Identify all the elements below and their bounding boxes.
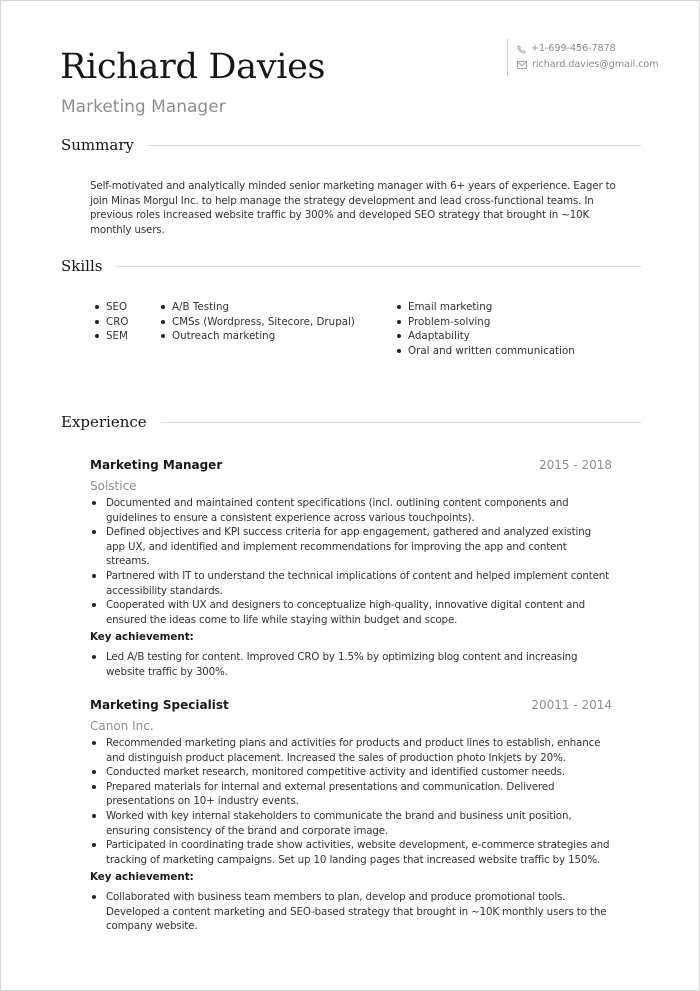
skill-item: Oral and written communication bbox=[395, 344, 575, 359]
responsibility-item: Defined objectives and KPI success criteria for app engagement, gathered and analyzed existing app UX, and identified and implement recommendations for improving the app and content streams. bbox=[90, 525, 612, 569]
contact-email[interactable] bbox=[517, 57, 667, 73]
responsibility-item: Cooperated with UX and designers to conceptualize high-quality, innovative digital content and ensured the ideas come to life while staying within budget and scope. bbox=[90, 598, 612, 627]
skills-list-2 bbox=[159, 300, 355, 344]
job-header bbox=[90, 455, 612, 475]
responsibility-item: Documented and maintained content specifications (incl. outlining content components and guidelines to ensure a consistent experience across various touchpoints). bbox=[90, 496, 612, 525]
achievement-list bbox=[90, 650, 612, 679]
responsibility-item: Partnered with IT to understand the technical implications of content and helped implement content accessibility standards. bbox=[90, 569, 612, 598]
skill-item: Outreach marketing bbox=[159, 329, 355, 344]
contact-block bbox=[507, 39, 667, 76]
achievement-item: Collaborated with business team members to plan, develop and produce promotional tools. Developed a content marketing and SEO-based strategy that brought in ~10K monthly users to the company website. bbox=[90, 890, 612, 934]
skill-item: A/B Testing bbox=[159, 300, 355, 315]
job-title: Marketing Specialist bbox=[90, 698, 229, 712]
responsibility-item: Recommended marketing plans and activities for products and product lines to establish, enhance and distinguish product placement. Increased the sales of production photo Inkjets by 20%. bbox=[90, 736, 612, 765]
phone-icon bbox=[517, 45, 526, 54]
skills-list-1 bbox=[93, 300, 128, 344]
skill-item: Adaptability bbox=[395, 329, 575, 344]
key-achievement-label: Key achievement: bbox=[90, 631, 194, 644]
skill-item: SEO bbox=[93, 300, 128, 315]
skill-item: CRO bbox=[93, 315, 128, 330]
skill-item: Problem-solving bbox=[395, 315, 575, 330]
section-divider bbox=[161, 422, 641, 423]
job-header bbox=[90, 695, 612, 715]
job-responsibilities bbox=[90, 496, 612, 627]
job-dates: 20011 - 2014 bbox=[531, 698, 612, 712]
responsibility-item: Prepared materials for internal and external presentations and communication. Delivered presentations on 10+ industry events. bbox=[90, 780, 612, 809]
section-divider bbox=[148, 145, 641, 146]
skill-item: CMSs (Wordpress, Sitecore, Drupal) bbox=[159, 315, 355, 330]
job-responsibilities bbox=[90, 736, 612, 867]
contact-phone[interactable] bbox=[517, 41, 667, 57]
section-divider bbox=[116, 266, 641, 267]
achievement-list bbox=[90, 890, 612, 934]
summary-text: Self-motivated and analytically minded senior marketing manager with 6+ years of experience. Eager to join Minas Morgul Inc. to help manage the strategy development and lead cross-functional teams. In previous roles increased website traffic by 300% and developed SEO strategy that brought in ~10K monthly users. bbox=[90, 180, 616, 236]
candidate-name: Richard Davies bbox=[60, 47, 326, 87]
key-achievement-label: Key achievement: bbox=[90, 871, 194, 884]
candidate-role: Marketing Manager bbox=[61, 97, 226, 117]
job-title: Marketing Manager bbox=[90, 458, 223, 472]
skills-heading: Skills bbox=[61, 257, 103, 275]
skill-item: Email marketing bbox=[395, 300, 575, 315]
skills-section-header bbox=[61, 254, 641, 278]
achievement-item: Led A/B testing for content. Improved CRO by 1.5% by optimizing blog content and increasing website traffic by 300%. bbox=[90, 650, 612, 679]
company-name: Canon Inc. bbox=[90, 719, 154, 733]
skill-item: SEM bbox=[93, 329, 128, 344]
experience-section-header bbox=[61, 410, 641, 434]
company-name: Solstice bbox=[90, 479, 137, 493]
experience-heading: Experience bbox=[61, 413, 147, 431]
email-text: richard.davies@gmail.com bbox=[532, 59, 659, 70]
mail-icon bbox=[517, 61, 527, 69]
job-entry bbox=[90, 695, 612, 934]
summary-heading: Summary bbox=[61, 136, 134, 154]
skills-list-3 bbox=[395, 300, 575, 358]
responsibility-item: Worked with key internal stakeholders to communicate the brand and business unit position, ensuring consistency of the brand and corporate image. bbox=[90, 809, 612, 838]
job-entry bbox=[90, 455, 612, 679]
responsibility-item: Conducted market research, monitored competitive activity and identified customer needs. bbox=[90, 765, 612, 780]
responsibility-item: Participated in coordinating trade show activities, website development, e-commerce strategies and tracking of marketing campaigns. Set up 10 landing pages that increased website traffic by 150%. bbox=[90, 838, 612, 867]
job-dates: 2015 - 2018 bbox=[538, 458, 612, 472]
summary-section-header bbox=[61, 133, 641, 157]
phone-text: +1-699-456-7878 bbox=[531, 43, 616, 54]
